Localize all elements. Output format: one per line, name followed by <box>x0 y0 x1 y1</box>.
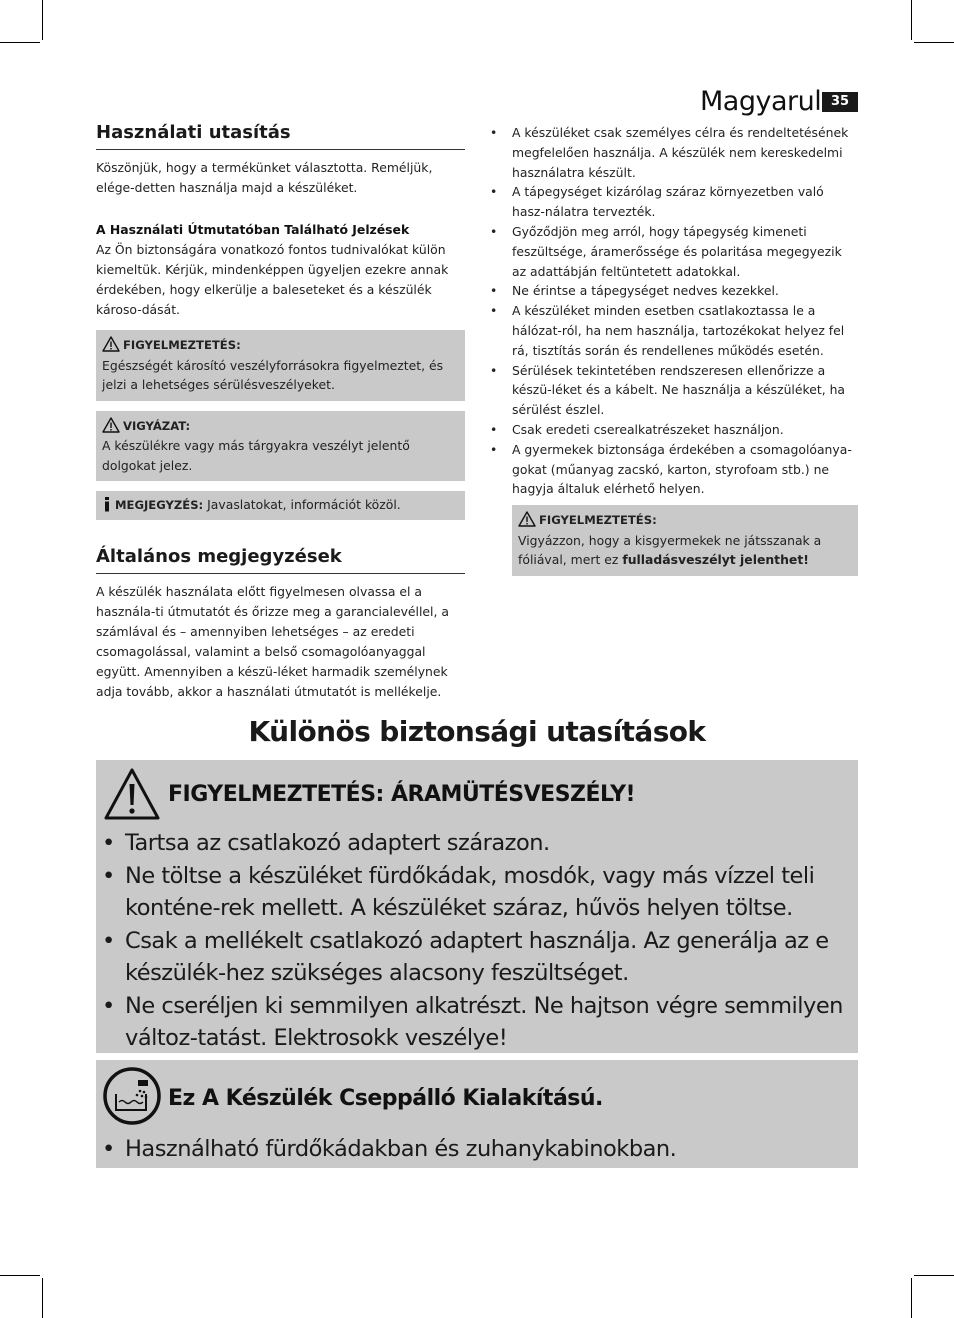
section-title-general: Általános megjegyzések <box>96 546 465 574</box>
warning-triangle-icon <box>102 336 120 352</box>
splash-proof-box <box>96 1060 858 1168</box>
crop-mark <box>911 1278 912 1318</box>
crop-mark <box>914 1275 954 1276</box>
crop-mark <box>42 0 43 40</box>
general-text: A készülék használata előtt figyelmesen olvassa el a használa-ti útmutatót és őrizze meg a garancialevéllel, a számlával és – amennyiben lehetséges – az eredeti csomagolással, valamint a belső csomagolóanyaggal együtt. Amennyiben a készü-léket harmadik személynek adja tovább, akkor a használati útmutatót is mellékelje. <box>96 583 449 699</box>
splash-proof-list <box>102 1133 854 1166</box>
list-item: • A készüléket csak személyes célra és rendeltetésének megfelelően használja. A készülék nem kereskedelmi használatra készült. <box>490 123 858 182</box>
list-item: • Tartsa az csatlakozó adaptert szárazon. <box>102 827 854 860</box>
note-notice <box>96 491 465 520</box>
caution-triangle-icon <box>102 417 120 433</box>
warning-bold-text: fulladásveszélyt jelenthet! <box>622 552 809 568</box>
language-label: Magyarul <box>700 86 822 117</box>
crop-mark <box>0 1275 40 1276</box>
special-safety-title: Különös biztonsági utasítások <box>248 715 706 748</box>
caution-text: A készülékre vagy más tárgyakra veszélyt jelentő dolgokat jelez. <box>102 438 410 473</box>
safety-bullet-list <box>490 123 858 499</box>
packaging-warning-notice <box>512 505 858 576</box>
list-item: • Ne töltse a készüléket fürdőkádak, mosdók, vagy más vízzel teli konténe-rek mellett. A készüléket száraz, hűvös helyen töltse. <box>102 860 854 925</box>
caution-label: VIGYÁZAT: <box>123 418 191 433</box>
section-title-usage: Használati utasítás <box>96 122 465 150</box>
warning-notice <box>96 330 465 401</box>
warning-text: Vigyázzon, hogy a kisgyermekek ne játsszanak a fóliával, mert ez <box>518 532 822 568</box>
list-item: • Sérülések tekintetében rendszeresen ellenőrizze a készü-léket és a kábelt. Ne használja a készüléket, ha sérülést észlel. <box>490 361 858 420</box>
page-number: 35 <box>822 92 858 112</box>
crop-mark <box>0 42 40 43</box>
electric-shock-list <box>102 827 854 1055</box>
list-item: • Csak eredeti cserealkatrészeket használjon. <box>490 420 858 440</box>
list-item: • Használható fürdőkádakban és zuhanykabinokban. <box>102 1133 854 1166</box>
symbols-title: A Használati Útmutatóban Található Jelzések <box>96 222 410 237</box>
list-item: • A készüléket minden esetben csatlakoztassa le a hálózat-ról, ha nem használja, tartozékokat helyez fel rá, tisztítás során és rendellenes működés esetén. <box>490 301 858 360</box>
caution-notice <box>96 411 465 482</box>
crop-mark <box>914 42 954 43</box>
crop-mark <box>42 1278 43 1318</box>
electric-shock-warning-box <box>96 760 858 1053</box>
warning-triangle-icon <box>518 511 536 527</box>
warning-label: FIGYELMEZTETÉS: <box>539 513 657 528</box>
splash-proof-icon <box>102 1066 162 1126</box>
list-item: • Ne érintse a tápegységet nedves kezekkel. <box>490 281 858 301</box>
intro-text: Köszönjük, hogy a termékünket választotta. Reméljük, elége-detten használja majd a készüléket. <box>96 160 433 195</box>
note-text: Javaslatokat, információt közöl. <box>207 497 401 512</box>
warning-triangle-icon <box>102 766 162 822</box>
list-item: • Győződjön meg arról, hogy tápegység kimeneti feszültsége, áramerőssége és polaritása megegyezik az adattábján feltüntetett adatokkal. <box>490 222 858 281</box>
splash-proof-title: Ez A Készülék Cseppálló Kialakítású. <box>168 1086 603 1111</box>
info-icon <box>102 496 112 512</box>
right-column <box>490 123 858 576</box>
list-item: • A gyermekek biztonsága érdekében a csomagolóanya-gokat (műanyag zacskó, karton, styrofoam stb.) ne hagyja általuk elérhető helyen. <box>490 440 858 499</box>
note-label: MEGJEGYZÉS: <box>115 498 204 512</box>
electric-shock-title: FIGYELMEZTETÉS: ÁRAMÜTÉSVESZÉLY! <box>168 782 636 807</box>
list-item: • Csak a mellékelt csatlakozó adaptert használja. Az generálja az e készülék-hez szükséges alacsony feszültséget. <box>102 925 854 990</box>
warning-label: FIGYELMEZTETÉS: <box>123 338 241 352</box>
list-item: • A tápegységet kizárólag száraz környezetben való hasz-nálatra tervezték. <box>490 182 858 222</box>
list-item: • Ne cseréljen ki semmilyen alkatrészt. Ne hajtson végre semmilyen változ-tatást. Elektrosokk veszélye! <box>102 990 854 1055</box>
symbols-text: Az Ön biztonságára vonatkozó fontos tudnivalókat külön kiemeltük. Kérjük, mindenképpen ügyeljen ezekre annak érdekében, hogy elkerülje a baleseteket és a készülék károso-dását. <box>96 242 449 317</box>
warning-text: Egészségét károsító veszélyforrásokra figyelmeztet, és jelzi a lehetséges sérülésveszélyeket. <box>102 357 444 392</box>
left-column <box>96 122 465 702</box>
crop-mark <box>911 0 912 40</box>
